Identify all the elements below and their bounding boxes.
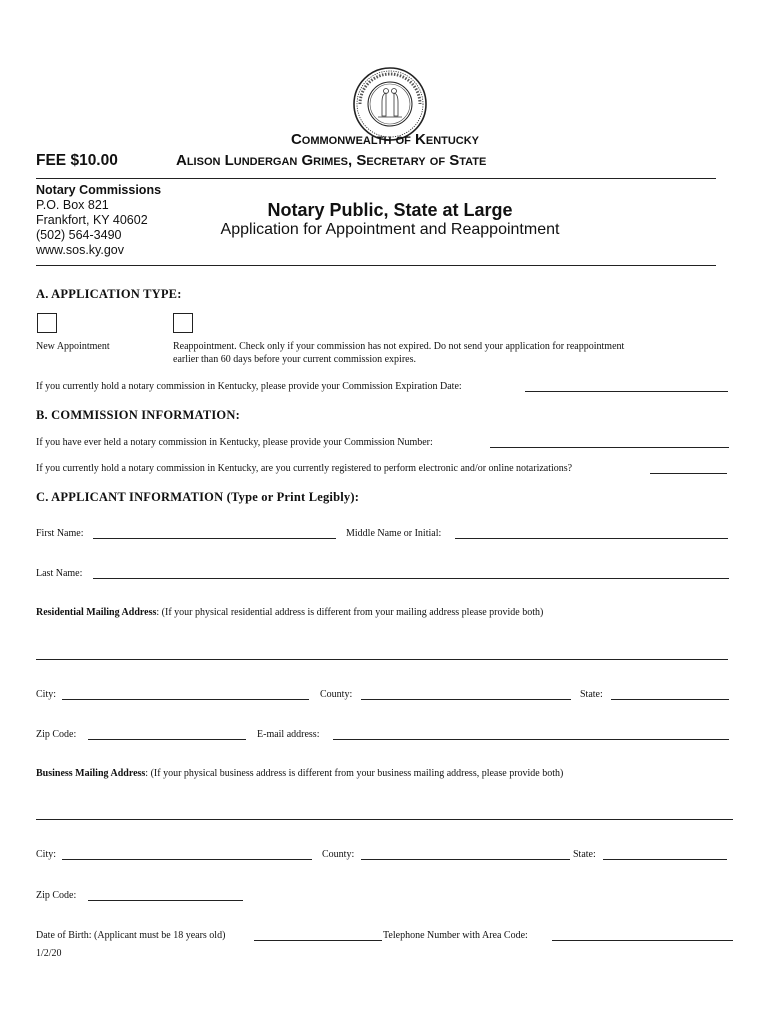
bus-city-field[interactable] <box>62 848 312 860</box>
bus-state-label: State: <box>573 849 596 860</box>
bus-county-label: County: <box>322 849 355 860</box>
office-city: Frankfort, KY 40602 <box>36 213 148 227</box>
office-box: P.O. Box 821 <box>36 198 109 212</box>
new-appointment-label: New Appointment <box>36 341 110 352</box>
commission-number-field[interactable] <box>490 436 729 448</box>
office-website[interactable]: www.sos.ky.gov <box>36 243 124 257</box>
residential-address-heading <box>36 607 543 618</box>
electronic-answer-field[interactable] <box>650 462 727 474</box>
form-title: Notary Public, State at Large <box>267 200 513 220</box>
reappointment-label-line1: Reappointment. Check only if your commission has not expired. Do not send your application for reappointment <box>173 341 625 352</box>
expiration-date-question: If you currently hold a notary commission in Kentucky, please provide your Commission Expiration Date: <box>36 381 462 392</box>
dob-label: Date of Birth: (Applicant must be 18 years old) <box>36 930 226 941</box>
new-appointment-checkbox[interactable] <box>37 313 57 333</box>
title-divider <box>36 265 716 266</box>
res-city-field[interactable] <box>62 688 309 700</box>
business-address-heading <box>36 768 563 779</box>
residential-address-note: : (If your physical residential address is different from your mailing address please provide both) <box>156 607 544 618</box>
last-name-label: Last Name: <box>36 568 83 579</box>
section-c-heading: C. APPLICANT INFORMATION (Type or Print Legibly): <box>36 490 360 504</box>
business-address-field[interactable] <box>36 808 733 820</box>
bus-city-label: City: <box>36 849 57 860</box>
res-city-label: City: <box>36 689 57 700</box>
expiration-date-field[interactable] <box>525 380 728 392</box>
res-county-label: County: <box>320 689 353 700</box>
header-divider <box>36 178 716 179</box>
res-zip-field[interactable] <box>88 728 246 740</box>
bus-zip-field[interactable] <box>88 889 243 901</box>
fee-label: FEE $10.00 <box>36 152 118 169</box>
bus-state-field[interactable] <box>603 848 727 860</box>
res-state-field[interactable] <box>611 688 729 700</box>
residential-address-label: Residential Mailing Address <box>36 607 157 618</box>
reappointment-checkbox[interactable] <box>173 313 193 333</box>
commonwealth-title: Commonwealth of Kentucky <box>290 131 480 148</box>
last-name-field[interactable] <box>93 567 729 579</box>
res-state-label: State: <box>580 689 603 700</box>
secretary-title: Alison Lundergan Grimes, Secretary of State <box>176 152 487 169</box>
dob-field[interactable] <box>254 929 382 941</box>
bus-zip-label: Zip Code: <box>36 890 77 901</box>
res-county-field[interactable] <box>361 688 571 700</box>
business-address-label: Business Mailing Address <box>36 768 146 779</box>
business-address-note: : (If your physical business address is different from your business mailing address, please provide both) <box>145 768 564 779</box>
form-subtitle: Application for Appointment and Reappointment <box>220 221 560 238</box>
email-label: E-mail address: <box>257 729 320 740</box>
form-revision-date: 1/2/20 <box>36 948 62 959</box>
reappointment-label-line2: earlier than 60 days before your current commission expires. <box>173 354 416 365</box>
middle-name-label: Middle Name or Initial: <box>346 528 442 539</box>
email-field[interactable] <box>333 728 729 740</box>
first-name-label: First Name: <box>36 528 84 539</box>
middle-name-field[interactable] <box>455 527 728 539</box>
section-a-heading: A. APPLICATION TYPE: <box>36 287 182 301</box>
section-b-heading: B. COMMISSION INFORMATION: <box>36 408 240 422</box>
commission-number-question: If you have ever held a notary commission in Kentucky, please provide your Commission Number: <box>36 437 433 448</box>
res-zip-label: Zip Code: <box>36 729 77 740</box>
bus-county-field[interactable] <box>361 848 570 860</box>
office-phone: (502) 564-3490 <box>36 228 122 242</box>
telephone-field[interactable] <box>552 929 733 941</box>
first-name-field[interactable] <box>93 527 336 539</box>
electronic-question: If you currently hold a notary commission in Kentucky, are you currently registered to perform electronic and/or online notarizations? <box>36 463 573 474</box>
office-name: Notary Commissions <box>36 183 162 197</box>
residential-address-field[interactable] <box>36 648 728 660</box>
telephone-label: Telephone Number with Area Code: <box>383 930 528 941</box>
